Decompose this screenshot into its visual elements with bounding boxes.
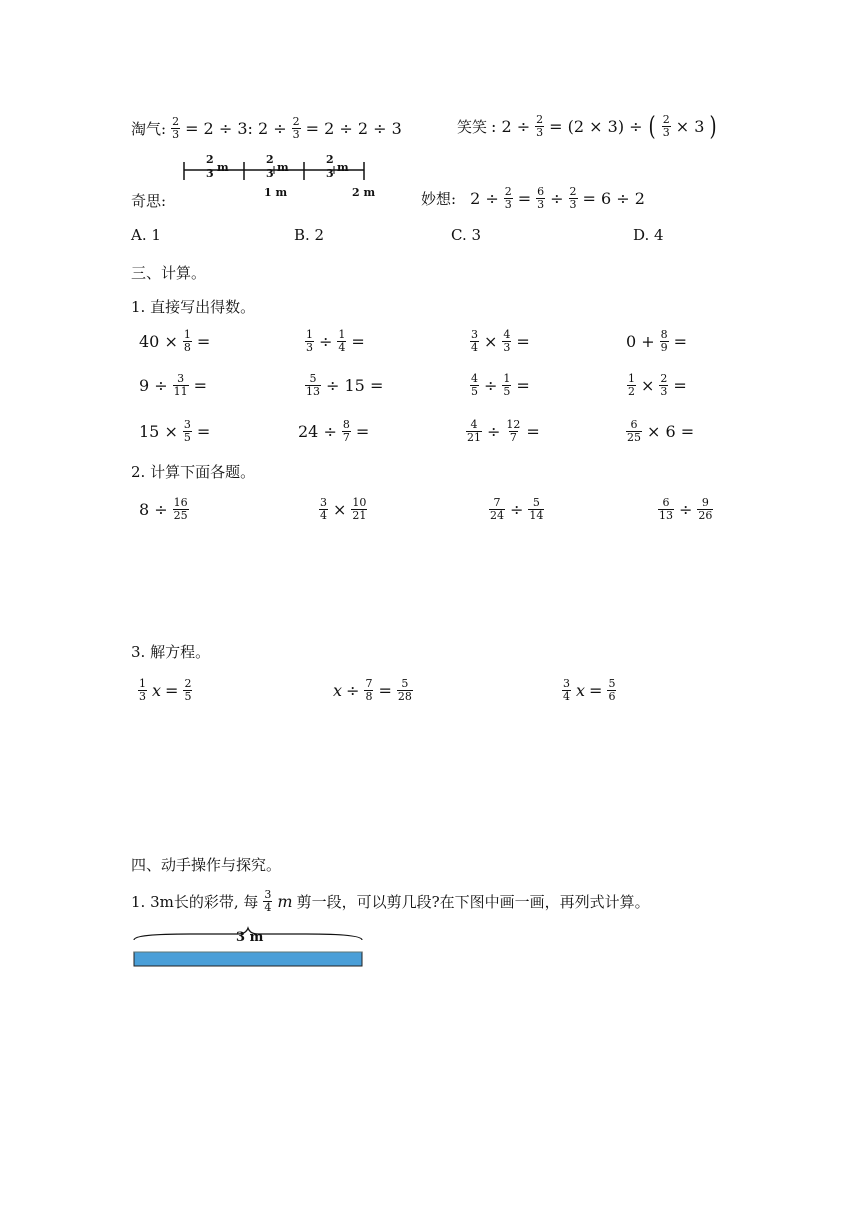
q3-equation: x ÷ $\frac{7}{8}$ = $\frac{5}{28}$ xyxy=(333,677,412,703)
q1-item: 24 ÷ $\frac{8}{7}$ = xyxy=(298,418,370,444)
taoqi-part2: = 2 ÷ 2 ÷ 3 xyxy=(305,119,402,138)
xiaoxiao-name: 笑笑 xyxy=(457,118,488,136)
unit-m: m xyxy=(277,892,293,911)
seg-num: 2 xyxy=(266,153,274,166)
ribbon xyxy=(134,952,362,966)
fraction: $\frac{2}{3}$ xyxy=(172,115,180,141)
section3-title: 三、计算。 xyxy=(131,264,207,282)
fraction: $\frac{2}{3}$ xyxy=(536,113,544,139)
xiaoxiao-part3: × 3 xyxy=(675,117,705,136)
q1-text-pre: 1. 3m长的彩带, 每 xyxy=(131,893,259,911)
qisi-name: 奇思: xyxy=(131,192,167,210)
choice-d: D. 4 xyxy=(633,226,664,244)
miaoxiang-name: 妙想: xyxy=(421,190,457,208)
close-paren: ) xyxy=(709,111,718,142)
fraction: $\frac{2}{3}$ xyxy=(569,185,577,211)
q3-title: 3. 解方程。 xyxy=(131,643,211,661)
method-taoqi xyxy=(131,116,402,141)
fraction: $\frac{2}{3}$ xyxy=(292,115,300,141)
choice-b: B. 2 xyxy=(294,226,325,244)
q1-item: 15 × $\frac{3}{5}$ = xyxy=(139,418,211,444)
section4-q1 xyxy=(131,889,650,914)
miaoxiang-part2: = 6 ÷ 2 xyxy=(582,189,645,208)
q1-item: $\frac{3}{4}$ × $\frac{4}{3}$ = xyxy=(471,328,530,354)
q2-item: $\frac{6}{13}$ ÷ $\frac{9}{26}$ xyxy=(659,496,713,522)
divide: ÷ xyxy=(550,189,564,208)
one-m-label: 1 m xyxy=(264,186,288,199)
q3-equation: $\frac{1}{3}$ x = $\frac{2}{5}$ xyxy=(139,677,192,703)
taoqi-part1: = 2 ÷ 3: 2 ÷ xyxy=(185,119,287,138)
seg-den: 3 xyxy=(206,167,214,180)
two-m-label: 2 m xyxy=(352,186,376,199)
segment-ruler-diagram xyxy=(180,152,380,202)
q3-equation: $\frac{3}{4}$ x = $\frac{5}{6}$ xyxy=(563,677,616,703)
q2-item: $\frac{3}{4}$ × $\frac{10}{21}$ xyxy=(320,496,367,522)
fraction: $\frac{3}{4}$ xyxy=(264,888,272,914)
seg-den: 3 xyxy=(266,167,274,180)
q1-item: 0 + $\frac{8}{9}$ = xyxy=(626,328,688,354)
xiaoxiao-part1: : 2 ÷ xyxy=(491,117,531,136)
q2-item: $\frac{7}{24}$ ÷ $\frac{5}{14}$ xyxy=(490,496,544,522)
choice-c: C. 3 xyxy=(451,226,482,244)
xiaoxiao-part2: = (2 × 3) ÷ xyxy=(549,117,643,136)
fraction: $\frac{2}{3}$ xyxy=(662,113,670,139)
q1-item: 40 × $\frac{1}{8}$ = xyxy=(139,328,211,354)
taoqi-name: 淘气: xyxy=(131,120,167,138)
seg-unit: m xyxy=(337,161,349,174)
section4-title: 四、动手操作与探究。 xyxy=(131,856,282,874)
miaoxiang-part1: 2 ÷ xyxy=(470,189,499,208)
method-miaoxiang xyxy=(421,186,645,211)
choice-a: A. 1 xyxy=(131,226,161,244)
q1-text-post: 剪一段，可以剪几段?在下图中画一画，再列式计算。 xyxy=(296,893,650,911)
q1-item: $\frac{6}{25}$ × 6 = xyxy=(627,418,695,444)
q1-item: 9 ÷ $\frac{3}{11}$ = xyxy=(139,372,208,398)
ribbon-diagram xyxy=(130,926,366,972)
method-xiaoxiao xyxy=(457,111,719,142)
q1-item: $\frac{1}{2}$ × $\frac{2}{3}$ = xyxy=(628,372,687,398)
q1-item: $\frac{5}{13}$ ÷ 15 = xyxy=(306,372,384,398)
fraction: $\frac{2}{3}$ xyxy=(504,185,512,211)
seg-num: 2 xyxy=(206,153,214,166)
q1-item: $\frac{4}{5}$ ÷ $\frac{1}{5}$ = xyxy=(471,372,530,398)
equals: = xyxy=(517,189,532,208)
seg-den: 3 xyxy=(326,167,334,180)
seg-unit: m xyxy=(217,161,229,174)
seg-num: 2 xyxy=(326,153,334,166)
q1-item: $\frac{4}{21}$ ÷ $\frac{12}{7}$ = xyxy=(467,418,540,444)
fraction: $\frac{6}{3}$ xyxy=(537,185,545,211)
q2-item: 8 ÷ $\frac{16}{25}$ xyxy=(139,496,188,522)
seg-unit: m xyxy=(277,161,289,174)
q1-item: $\frac{1}{3}$ ÷ $\frac{1}{4}$ = xyxy=(306,328,365,354)
ribbon-length-label: 3 m xyxy=(236,930,264,945)
open-paren: ( xyxy=(648,111,656,142)
q1-title: 1. 直接写出得数。 xyxy=(131,298,256,316)
q2-title: 2. 计算下面各题。 xyxy=(131,463,256,481)
